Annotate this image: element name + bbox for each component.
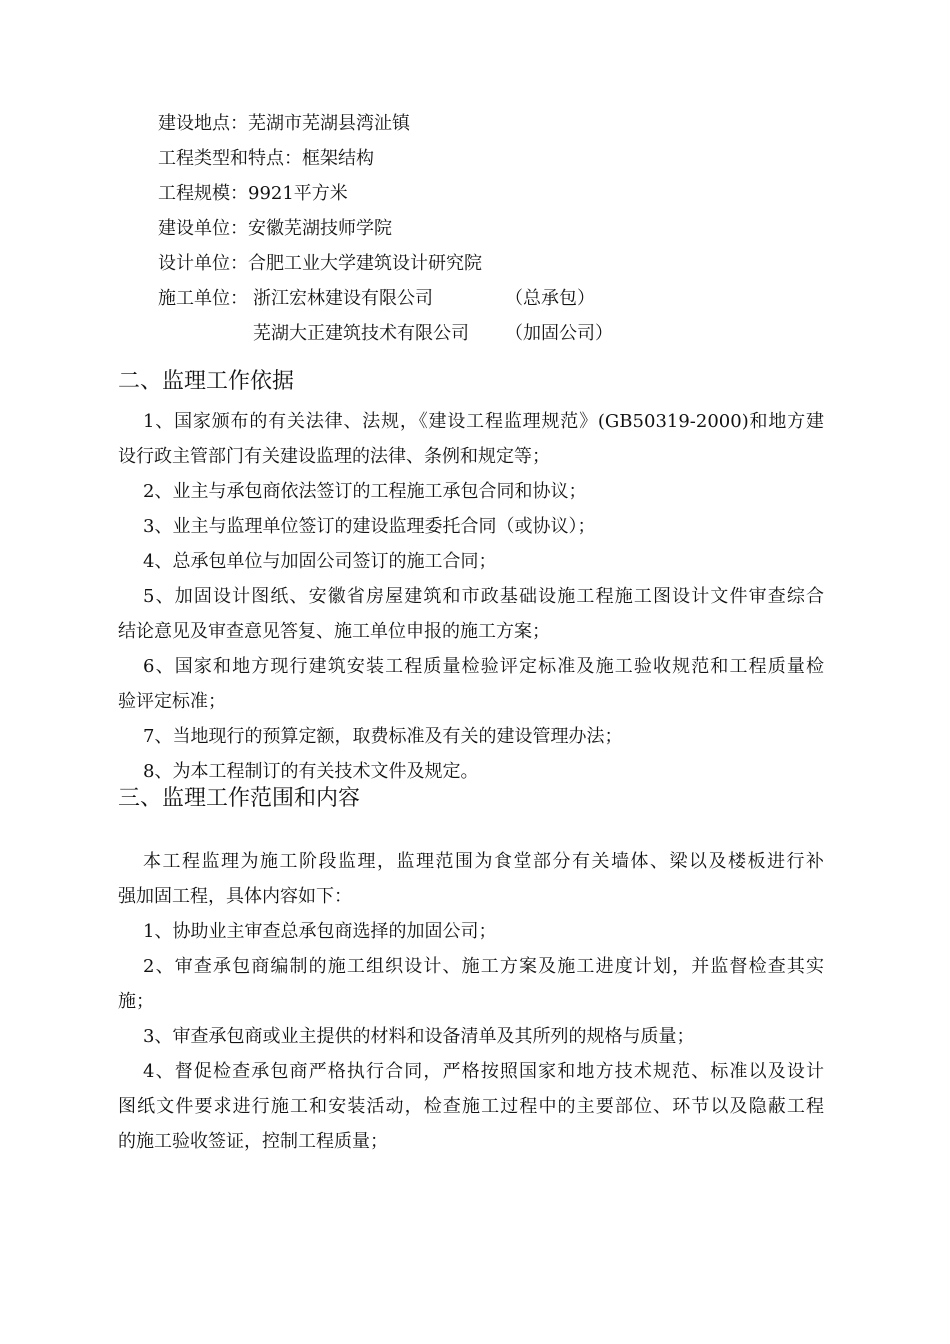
project-location: 建设地点：芜湖市芜湖县湾沚镇	[158, 113, 410, 134]
contractor-1-role: （总承包）	[505, 288, 595, 309]
section-3-heading: 三、监理工作范围和内容	[118, 786, 361, 811]
section-2-item-8: 8、为本工程制订的有关技术文件及规定。	[143, 761, 479, 782]
contractor-label: 施工单位：	[158, 288, 248, 309]
project-owner: 建设单位：安徽芜湖技师学院	[158, 218, 392, 239]
section-3-item-2-cont: 施；	[118, 991, 154, 1012]
section-3-intro: 本工程监理为施工阶段监理，监理范围为食堂部分有关墙体、梁以及楼板进行补	[143, 851, 824, 872]
section-3-item-4-end: 的施工验收签证，控制工程质量；	[118, 1131, 388, 1152]
section-2-item-7: 7、当地现行的预算定额，取费标准及有关的建设管理办法；	[143, 726, 623, 747]
section-2-item-1: 1、国家颁布的有关法律、法规，《建设工程监理规范》(GB50319-2000)和地方建	[143, 411, 824, 432]
section-2-item-4: 4、总承包单位与加固公司签订的施工合同；	[143, 551, 497, 572]
section-2-item-5-cont: 结论意见及审查意见答复、施工单位申报的施工方案；	[118, 621, 550, 642]
section-3-item-4-cont: 图纸文件要求进行施工和安装活动，检查施工过程中的主要部位、环节以及隐蔽工程	[118, 1096, 824, 1117]
project-scale: 工程规模：9921平方米	[158, 183, 348, 204]
section-2-item-6: 6、国家和地方现行建筑安装工程质量检验评定标准及施工验收规范和工程质量检	[143, 656, 824, 677]
contractor-1-name: 浙江宏林建设有限公司	[253, 288, 433, 309]
section-3-item-2: 2、审查承包商编制的施工组织设计、施工方案及施工进度计划，并监督检查其实	[143, 956, 824, 977]
project-designer: 设计单位：合肥工业大学建筑设计研究院	[158, 253, 482, 274]
section-3-item-1: 1、协助业主审查总承包商选择的加固公司；	[143, 921, 497, 942]
section-3-item-4: 4、督促检查承包商严格执行合同，严格按照国家和地方技术规范、标准以及设计	[143, 1061, 824, 1082]
project-type: 工程类型和特点：框架结构	[158, 148, 374, 169]
section-2-item-6-cont: 验评定标准；	[118, 691, 226, 712]
section-2-item-5: 5、加固设计图纸、安徽省房屋建筑和市政基础设施工程施工图设计文件审查综合	[143, 586, 824, 607]
contractor-2-role: （加固公司）	[505, 323, 613, 344]
section-3-item-3: 3、审查承包商或业主提供的材料和设备清单及其所列的规格与质量；	[143, 1026, 695, 1047]
contractor-2-name: 芜湖大正建筑技术有限公司	[253, 323, 469, 344]
section-2-item-2: 2、业主与承包商依法签订的工程施工承包合同和协议；	[143, 481, 587, 502]
section-3-intro-cont: 强加固工程，具体内容如下：	[118, 886, 352, 907]
section-2-item-3: 3、业主与监理单位签订的建设监理委托合同（或协议）；	[143, 516, 596, 537]
section-2-item-1-cont: 设行政主管部门有关建设监理的法律、条例和规定等；	[118, 446, 550, 467]
section-2-heading: 二、监理工作依据	[118, 369, 295, 394]
